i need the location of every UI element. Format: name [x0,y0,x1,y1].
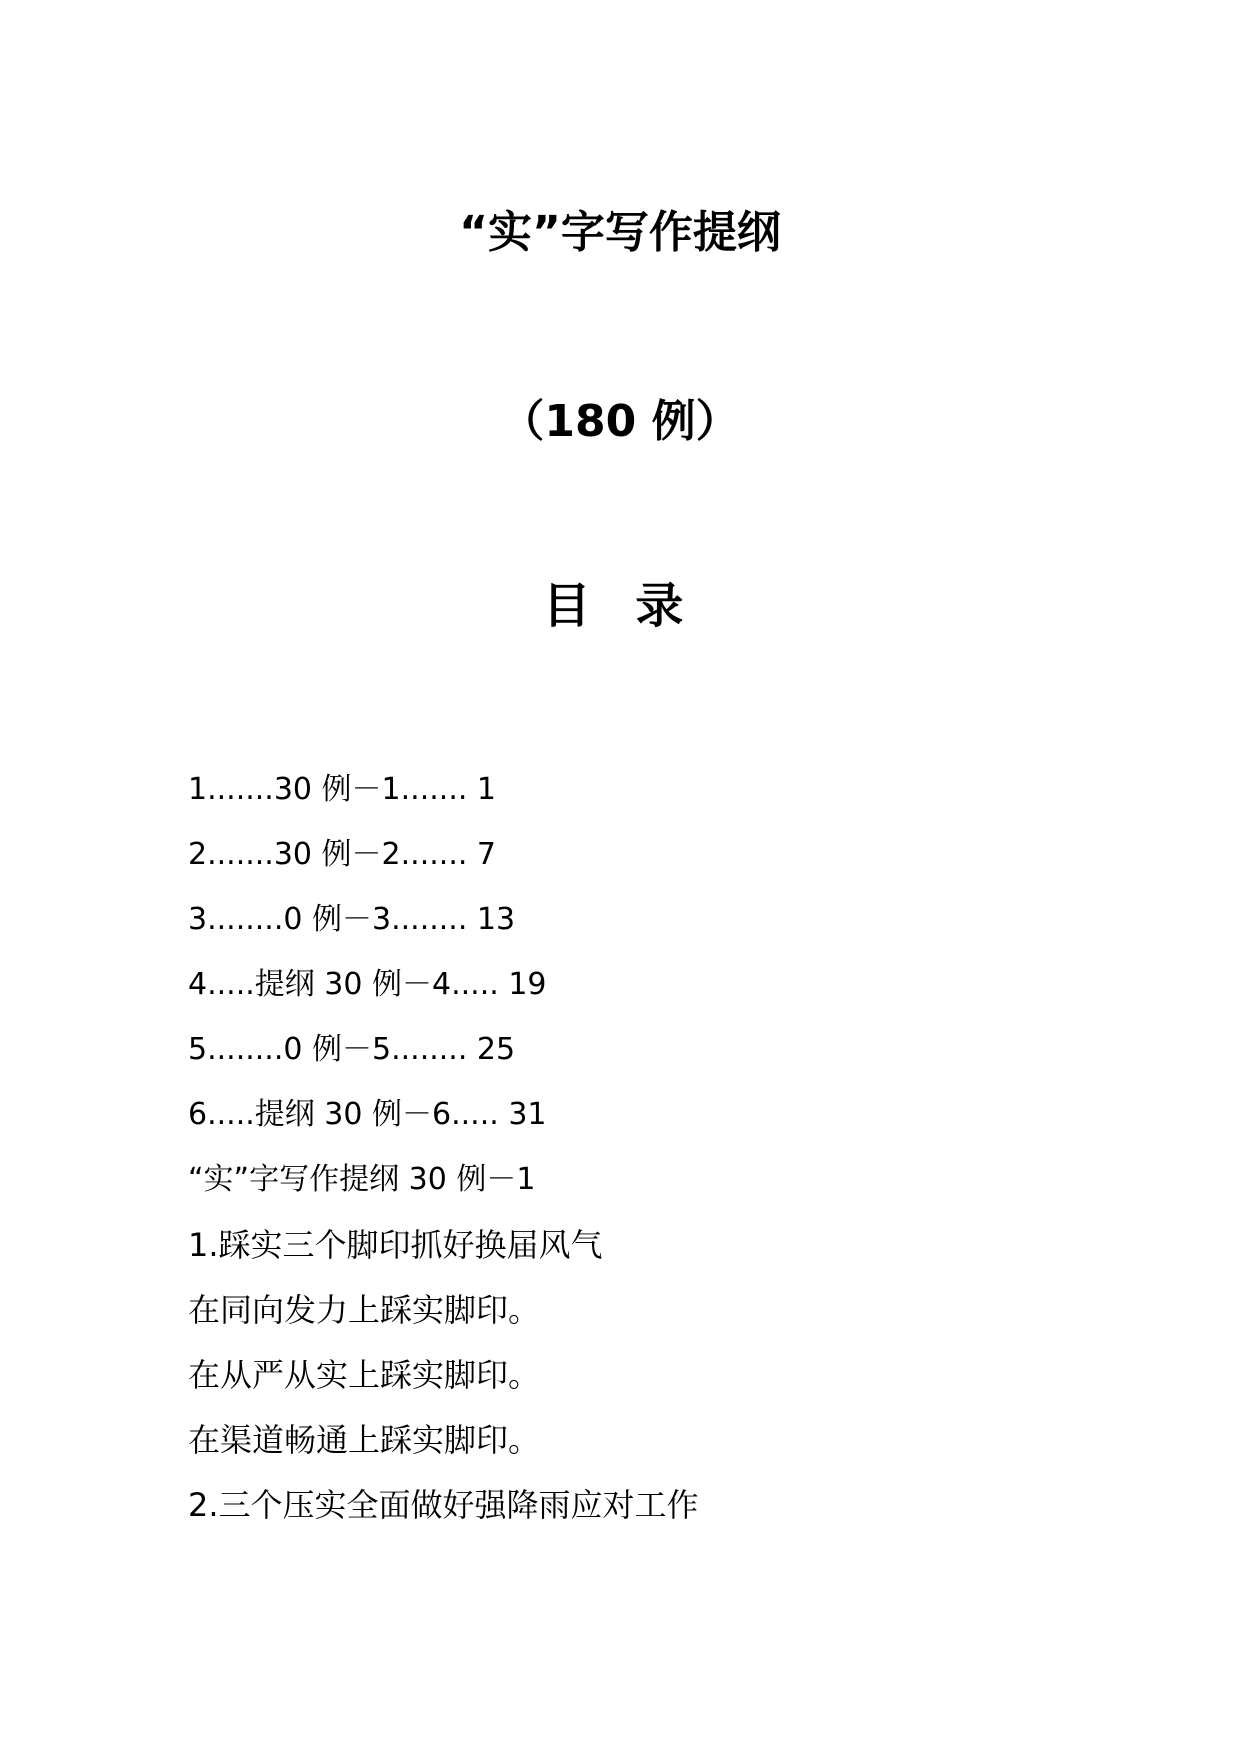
toc-entry[interactable]: 6.....提纲 30 例－6..... 31 [188,1097,547,1132]
body-line: 在从严从实上踩实脚印。 [188,1356,541,1394]
body-line: 在渠道畅通上踩实脚印。 [188,1421,541,1459]
document-body [188,1151,1088,1541]
toc-entry[interactable]: 2.......30 例－2....... 7 [188,837,497,872]
body-line: 在同向发力上踩实脚印。 [188,1291,541,1329]
body-line: 1.踩实三个脚印抓好换届风气 [188,1226,603,1264]
document-title: “实”字写作提纲 [459,207,781,258]
document-subtitle: （180 例） [500,396,740,447]
toc-entry[interactable]: 1.......30 例－1....... 1 [188,772,497,807]
toc-entry[interactable]: 5........0 例－5........ 25 [188,1032,516,1067]
toc-entry[interactable]: 4.....提纲 30 例－4..... 19 [188,967,547,1002]
toc-heading: 目 录 [542,578,698,634]
section-heading: “实”字写作提纲 30 例－1 [188,1162,536,1197]
body-line: 2.三个压实全面做好强降雨应对工作 [188,1486,699,1524]
table-of-contents [188,762,1088,1152]
toc-entry[interactable]: 3........0 例－3........ 13 [188,902,516,937]
